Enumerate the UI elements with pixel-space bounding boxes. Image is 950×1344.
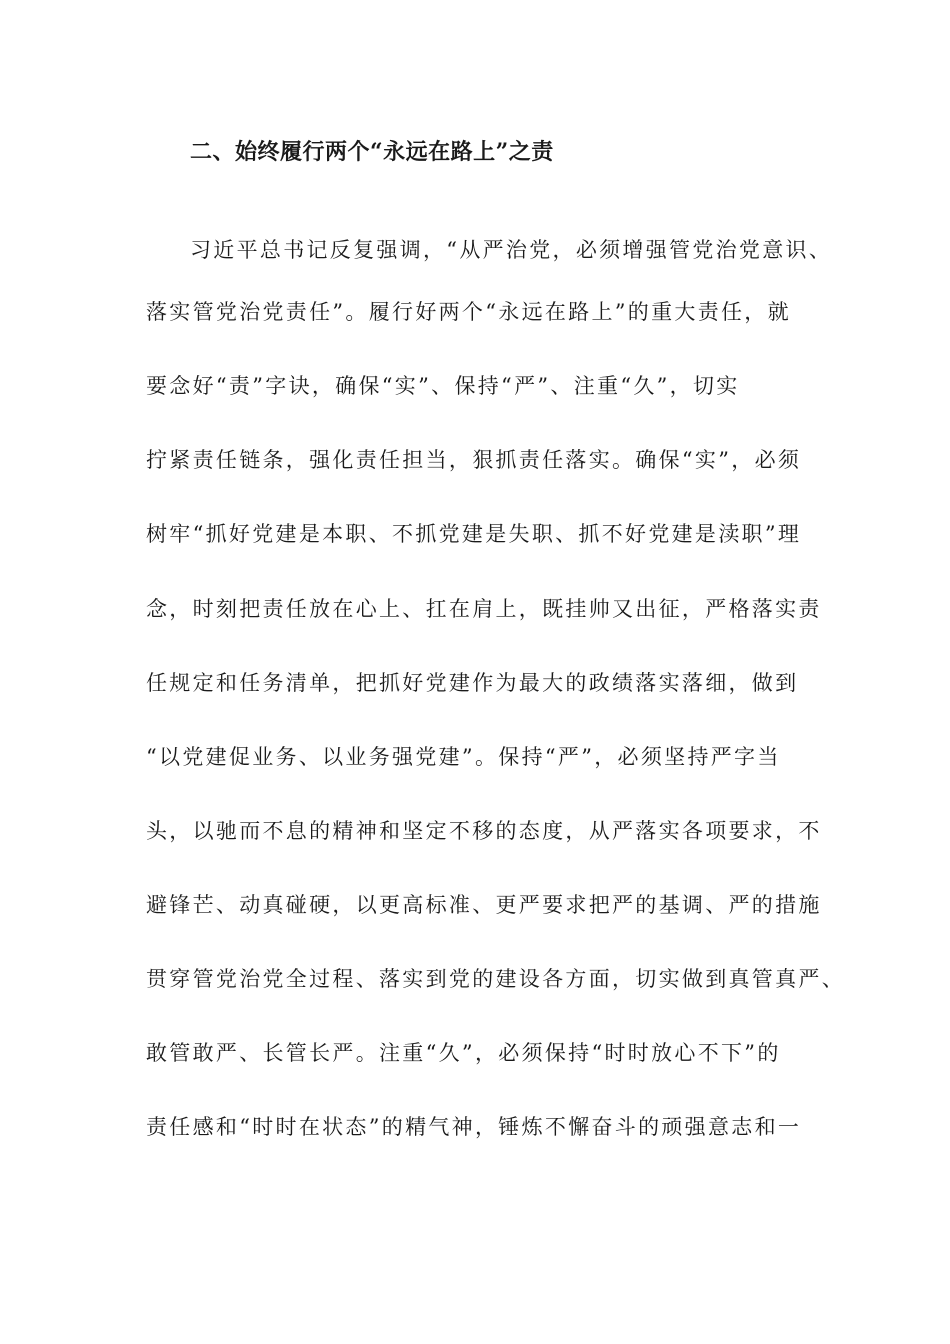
paragraph-line: 树牢“抓好党建是本职、不抓党建是失职、抓不好党建是渎职”理 [146,522,802,546]
paragraph-line: “以党建促业务、以业务强党建”。保持“严”，必须坚持严字当 [146,745,781,769]
paragraph-line: 敢管敢严、长管长严。注重“久”，必须保持“时时放心不下”的 [146,1041,781,1065]
paragraph-line: 责任感和“时时在状态”的精气神，锤炼不懈奋斗的顽强意志和一 [146,1115,802,1139]
paragraph-line: 拧紧责任链条，强化责任担当，狠抓责任落实。确保“实”，必须 [146,448,802,472]
paragraph-line: 要念好“责”字诀，确保“实”、保持“严”、注重“久”，切实 [146,374,740,398]
paragraph-line: 落实管党治党责任”。履行好两个“永远在路上”的重大责任，就 [146,300,791,324]
paragraph-line: 任规定和任务清单，把抓好党建作为最大的政绩落实落细，做到 [146,671,799,695]
paragraph-line: 习近平总书记反复强调，“从严治党，必须增强管党治党意识、 [190,238,833,262]
paragraph-line: 念，时刻把责任放在心上、扛在肩上，既挂帅又出征，严格落实责 [146,597,822,621]
section-heading: 二、始终履行两个“永远在路上”之责 [190,139,554,165]
paragraph-line: 头，以驰而不息的精神和坚定不移的态度，从严落实各项要求，不 [146,819,822,843]
paragraph-line: 避锋芒、动真碰硬，以更高标准、更严要求把严的基调、严的措施 [146,893,822,917]
paragraph-line: 贯穿管党治党全过程、落实到党的建设各方面，切实做到真管真严、 [146,967,845,991]
